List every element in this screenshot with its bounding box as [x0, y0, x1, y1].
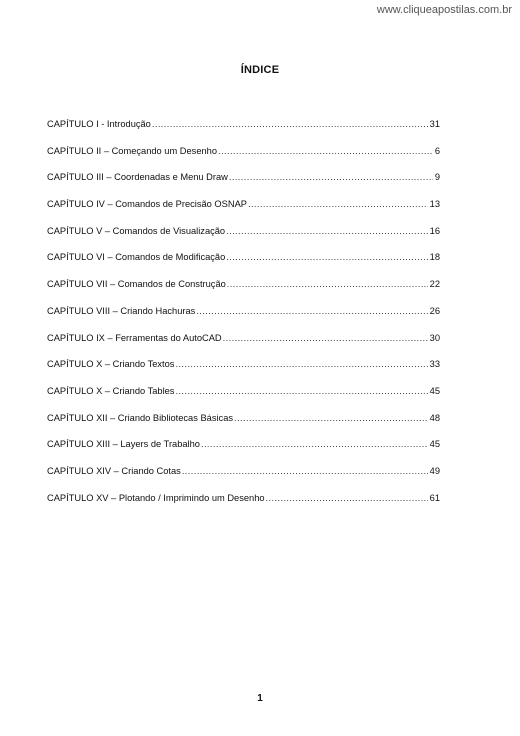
toc-entry-page: 26	[429, 305, 440, 316]
toc-entry-page: 22	[429, 279, 440, 290]
toc-entry[interactable]	[47, 492, 440, 519]
toc-entry[interactable]	[47, 198, 440, 225]
toc-entry-page: 45	[429, 385, 440, 396]
toc-entry-label: CAPÍTULO I - Introdução	[47, 119, 151, 129]
toc-entry-label: CAPÍTULO XII – Criando Bibliotecas Básicas	[47, 412, 234, 423]
toc-entry-page: 33	[429, 359, 440, 370]
toc-entry[interactable]	[47, 438, 440, 465]
toc-leader-dots	[182, 465, 428, 477]
toc-entry-page: 31	[429, 119, 440, 129]
toc-entry[interactable]	[47, 145, 440, 172]
toc-entry-label: CAPÍTULO VII – Comandos de Construção	[47, 279, 226, 290]
toc-entry[interactable]	[47, 225, 440, 252]
toc-entry-page: 48	[429, 412, 440, 423]
page-title: ÍNDICE	[240, 64, 280, 76]
toc-entry[interactable]	[47, 118, 440, 145]
toc-entry-page: 61	[429, 492, 440, 503]
toc-entry-page: 13	[429, 199, 440, 210]
toc-entry-label: CAPÍTULO VIII – Criando Hachuras	[47, 305, 196, 316]
toc-entry-page: 9	[434, 172, 440, 183]
toc-leader-dots	[266, 492, 428, 504]
toc-leader-dots	[175, 358, 427, 370]
toc-leader-dots	[226, 251, 427, 263]
toc-entry-label: CAPÍTULO XV – Plotando / Imprimindo um Desenho	[47, 492, 265, 503]
toc-entry-label: CAPÍTULO XIII – Layers de Trabalho	[47, 439, 200, 450]
toc-leader-dots	[201, 438, 428, 450]
toc-entry-page: 45	[429, 439, 440, 450]
toc-entry[interactable]	[47, 358, 440, 385]
table-of-contents	[47, 118, 440, 518]
toc-entry-label: CAPÍTULO X – Criando Tables	[47, 385, 175, 396]
toc-leader-dots	[248, 198, 428, 210]
page-number: 1	[257, 693, 263, 704]
toc-leader-dots	[175, 385, 427, 397]
toc-leader-dots	[152, 118, 428, 130]
toc-leader-dots	[229, 171, 433, 183]
toc-leader-dots	[223, 332, 428, 344]
toc-entry[interactable]	[47, 171, 440, 198]
toc-entry-label: CAPÍTULO XIV – Criando Cotas	[47, 465, 181, 476]
toc-entry[interactable]	[47, 412, 440, 439]
toc-entry-label: CAPÍTULO III – Coordenadas e Menu Draw	[47, 172, 228, 183]
toc-leader-dots	[234, 412, 428, 424]
toc-entry-page: 49	[429, 465, 440, 476]
toc-entry[interactable]	[47, 278, 440, 305]
toc-entry-label: CAPÍTULO IV – Comandos de Precisão OSNAP	[47, 199, 247, 210]
toc-entry-label: CAPÍTULO IX – Ferramentas do AutoCAD	[47, 332, 222, 343]
toc-entry-label: CAPÍTULO II – Começando um Desenho	[47, 145, 218, 156]
toc-entry-label: CAPÍTULO X – Criando Textos	[47, 359, 175, 370]
toc-entry[interactable]	[47, 385, 440, 412]
toc-leader-dots	[226, 225, 428, 237]
toc-entry-page: 6	[434, 145, 440, 156]
toc-entry[interactable]	[47, 465, 440, 492]
toc-entry-page: 30	[429, 332, 440, 343]
toc-entry-label: CAPÍTULO V – Comandos de Visualização	[47, 225, 226, 236]
toc-entry-page: 16	[429, 225, 440, 236]
toc-entry-page: 18	[429, 252, 440, 263]
toc-leader-dots	[196, 305, 427, 317]
toc-entry-label: CAPÍTULO VI – Comandos de Modificação	[47, 252, 226, 263]
toc-entry[interactable]	[47, 305, 440, 332]
toc-leader-dots	[227, 278, 428, 290]
toc-entry[interactable]	[47, 251, 440, 278]
toc-leader-dots	[218, 145, 433, 157]
site-watermark: www.cliqueapostilas.com.br	[376, 4, 512, 16]
toc-entry[interactable]	[47, 332, 440, 359]
